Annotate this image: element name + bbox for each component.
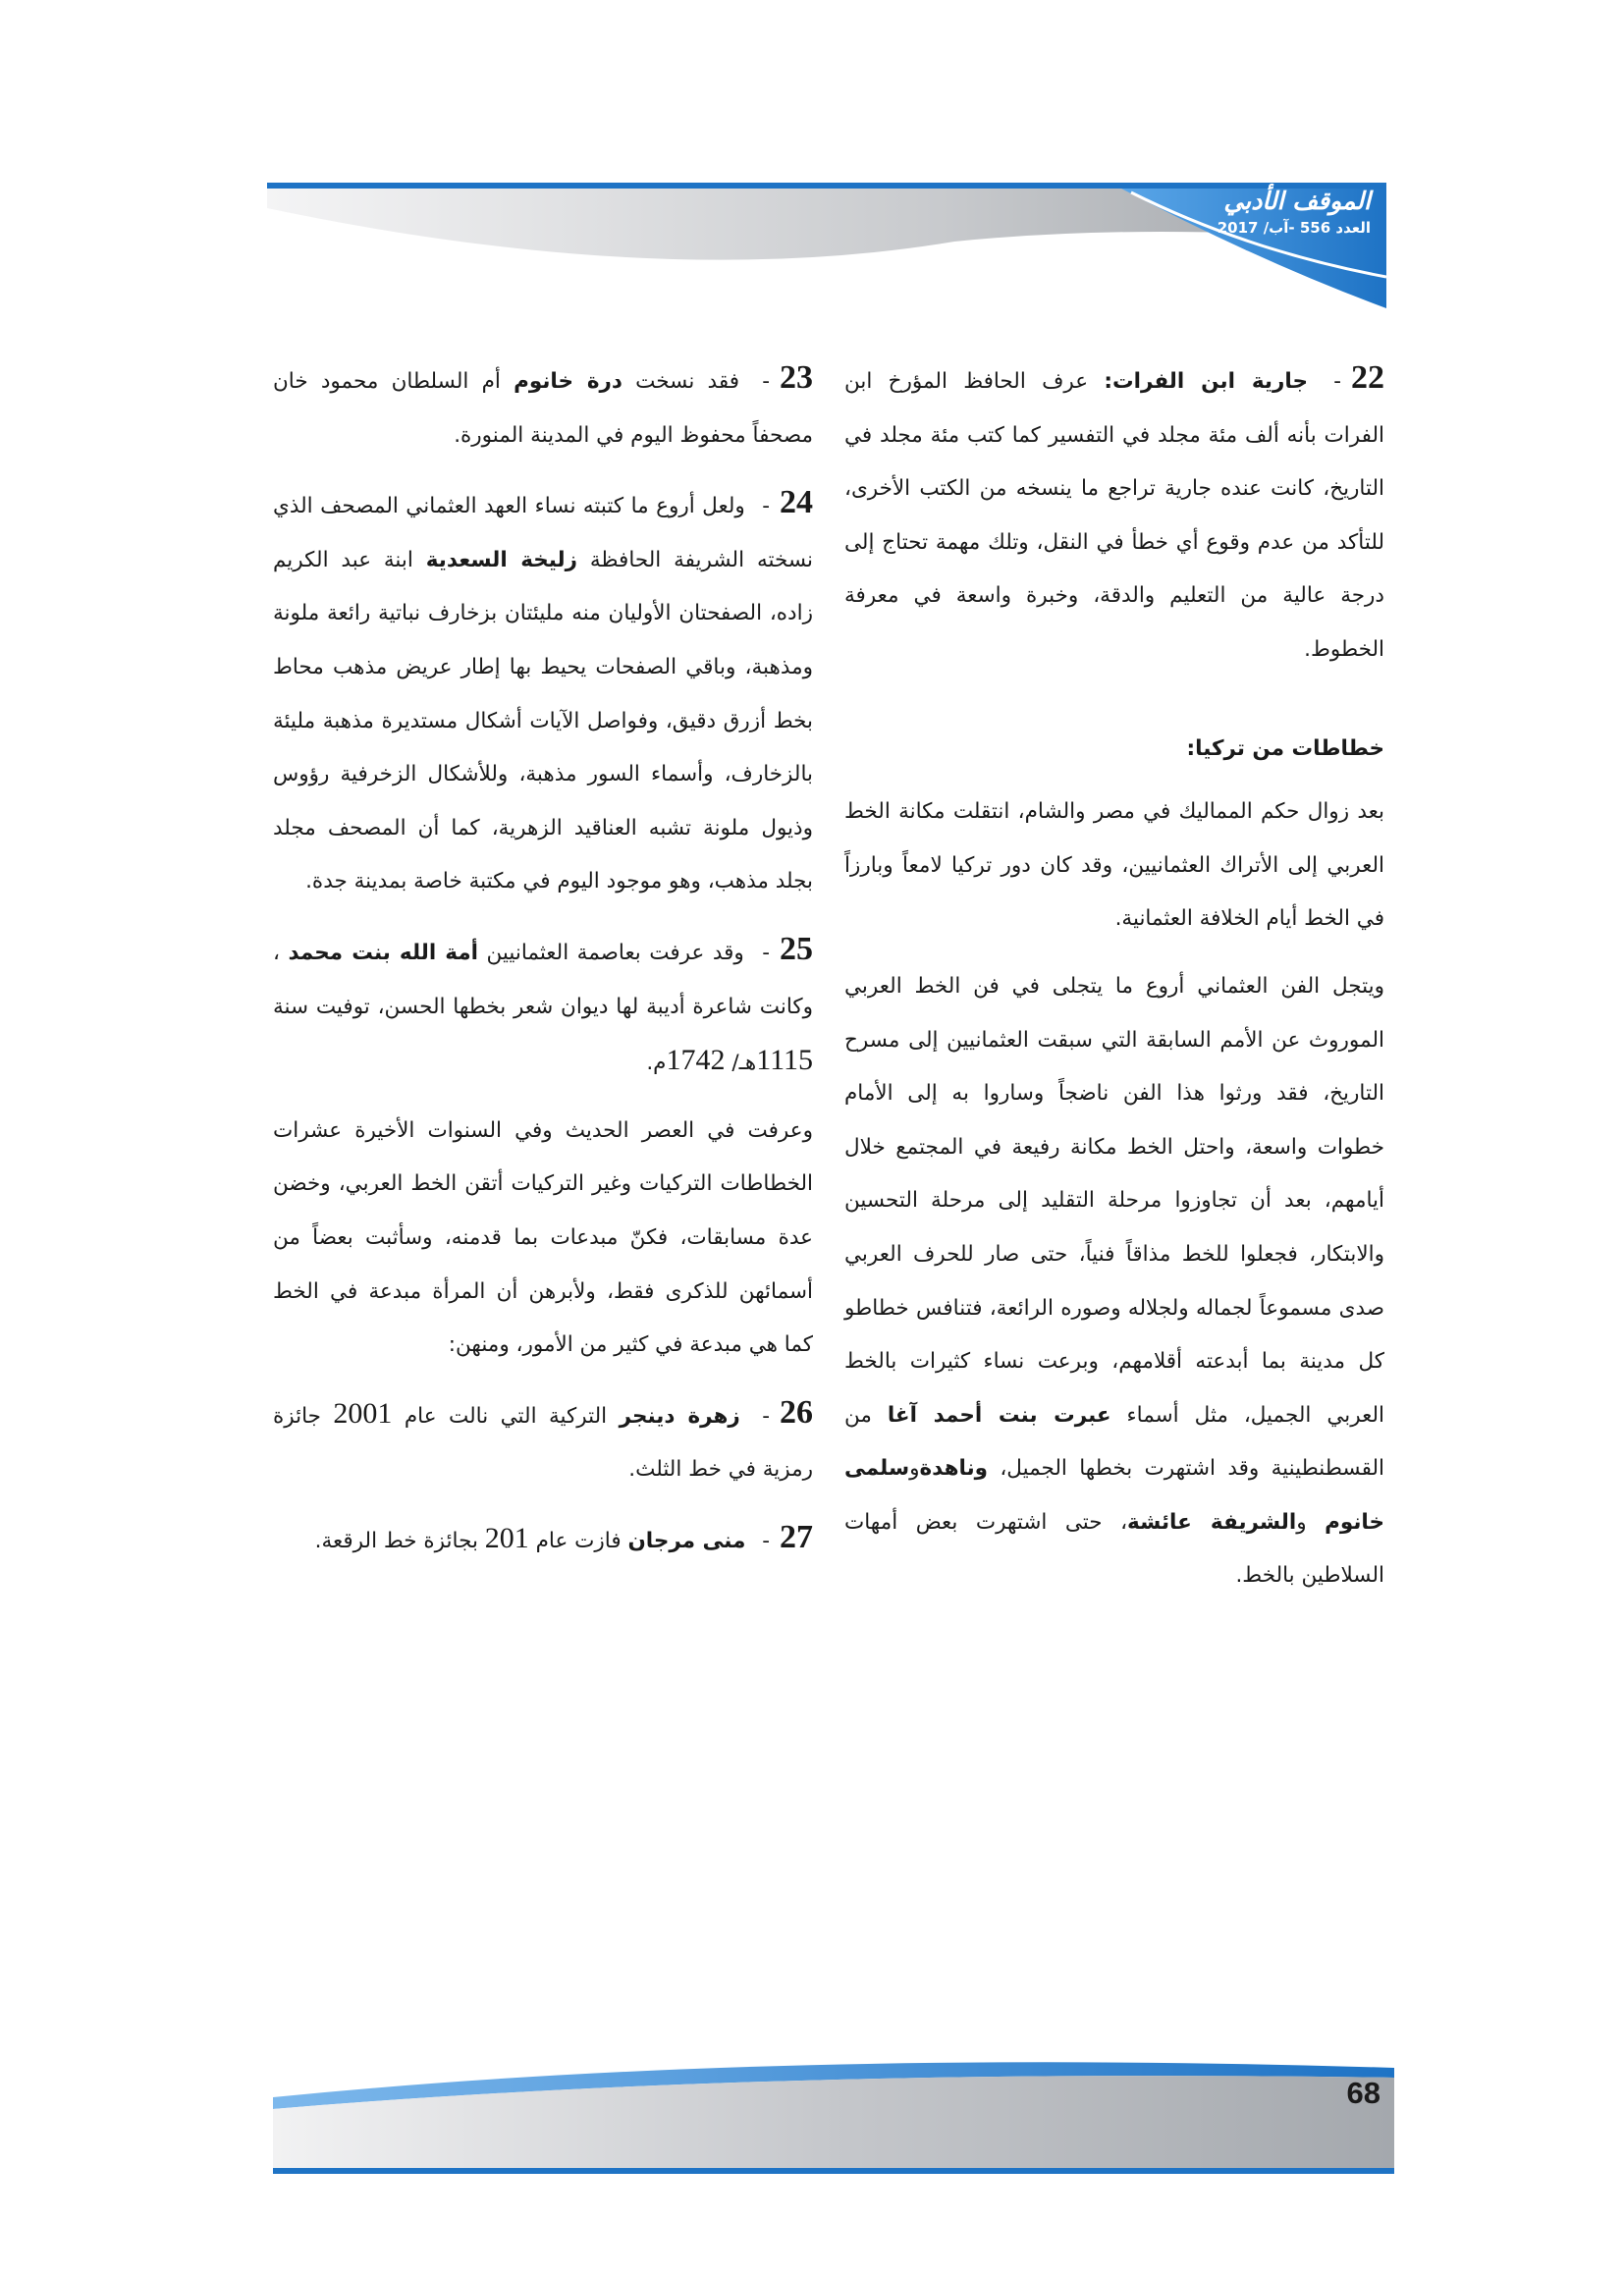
highlighted-name: درة خانوم	[514, 369, 623, 394]
item-number: 27	[780, 1518, 813, 1555]
item-27: 27- منى مرجان فازت عام 201 بجائزة خط الرقعة.	[314, 1518, 813, 1555]
page-number: 68	[1346, 2076, 1380, 2110]
left-column	[273, 352, 813, 1582]
item-number: 24	[779, 484, 813, 521]
highlighted-name: الشريفة عائشة	[1127, 1509, 1297, 1535]
masthead	[1218, 187, 1371, 237]
item-number: 22	[1350, 359, 1384, 396]
highlighted-name: عبرت بنت أحمد آغا	[887, 1402, 1111, 1428]
issue-info: العدد 556 -آب/ 2017	[1217, 219, 1371, 237]
item-number: 26	[780, 1393, 814, 1431]
paragraph: بعد زوال حكم المماليك في مصر والشام، انتقلت مكانة الخط العربي إلى الأتراك العثمانيين، وقد كان دور تركيا لامعاً وبارزاً في الخط أيام الخلافة العثمانية.	[844, 799, 1384, 932]
paragraph: وعرفت في العصر الحديث وفي السنوات الأخيرة عشرات الخطاطات التركيات وغير التركيات أتقن الخط العربي، وخضن عدة مسابقات، فكنّ مبدعات بما قدمنه، وسأثبت بعضاً من أسمائهن للذكرى فقط، ولأبرهن أن المرأة مبدعة في الخط كما هي مبدعة في كثير من الأمور، ومنهن:	[273, 1117, 813, 1358]
item-26: 26- زهرة دينجر التركية التي نالت عام 2001 جائزة رمزية في خط الثلث.	[273, 1393, 814, 1483]
magazine-logo: الموقف الأدبي	[1223, 187, 1371, 215]
item-23: 23- فقد نسخت درة خانوم أم السلطان محمود خان مصحفاً محفوظ اليوم في المدينة المنورة.	[273, 359, 813, 448]
right-column	[844, 352, 1384, 1617]
highlighted-name: سلمى خانوم	[844, 1456, 1385, 1535]
page-footer	[273, 2058, 1394, 2176]
item-title: جارية ابن الفرات:	[1104, 369, 1308, 394]
highlighted-name: وناهدة	[919, 1456, 989, 1482]
page-header	[267, 183, 1386, 312]
highlighted-name: زليخة السعدية	[425, 547, 577, 572]
item-22: 22- جارية ابن الفرات: عرف الحافظ المؤرخ ابن الفرات بأنه ألف مئة مجلد في التفسير كما كتب مئة مجلد في التاريخ، كانت عنده جارية تراجع ما ينسخه من الكتب الأخرى، للتأكد من عدم وقوع أي خطأ في النقل، وتلك مهمة تحتاج إلى درجة عالية من التعليم والدقة، وخبرة واسعة في معرفة الخطوط.	[844, 359, 1384, 662]
item-number: 23	[779, 359, 813, 396]
highlighted-name: منى مرجان	[627, 1528, 746, 1553]
highlighted-name: أمة الله بنت محمد	[288, 940, 479, 965]
item-24: 24- ولعل أروع ما كتبته نساء العهد العثماني المصحف الذي نسخته الشريفة الحافظة زليخة السعدية ابنة عبد الكريم زاده، الصفحتان الأوليان منه مليئتان بزخارف نباتية رائعة ملونة ومذهبة، وباقي الصفحات يحيط بها إطار عريض مذهب محاط بخط أزرق دقيق، وفواصل الآيات أشكال مستديرة مذهبة مليئة بالزخارف، وأسماء السور مذهبة، وللأشكال الزخرفية رؤوس وذيول ملونة تشبه العناقيد الزهرية، كما أن المصحف مجلد بجلد مذهب، وهو موجود اليوم في مكتبة خاصة بمدينة جدة.	[273, 484, 814, 894]
highlighted-name: زهرة دينجر	[619, 1403, 740, 1429]
item-text: عرف الحافظ المؤرخ ابن الفرات بأنه ألف مئة مجلد في التفسير كما كتب مئة مجلد في التاريخ، كانت عنده جارية تراجع ما ينسخه من الكتب الأخرى، للتأكد من عدم وقوع أي خطأ في النقل، وتلك مهمة تحتاج إلى درجة عالية من التعليم والدقة، وخبرة واسعة في معرفة الخطوط.	[844, 369, 1384, 662]
section-heading: خطاطات من تركيا:	[1186, 735, 1384, 761]
item-25: 25- وقد عرفت بعاصمة العثمانيين أمة الله بنت محمد ، وكانت شاعرة أديبة لها ديوان شعر بخطها الحسن، توفيت سنة 1115هـ/ 1742م.	[273, 930, 814, 1077]
item-number: 25	[780, 930, 814, 967]
paragraph: ويتجل الفن العثماني أروع ما يتجلى في فن الخط العربي الموروث عن الأمم السابقة التي سبقت العثمانيين إلى مسرح التاريخ، فقد ورثوا هذا الفن ناضجاً وساروا به إلى الأمام خطوات واسعة، واحتل الخط مكانة رفيعة في المجتمع خلال أيامهم، بعد أن تجاوزوا مرحلة التقليد إلى مرحلة التحسين والابتكار، فجعلوا للخط مذاقاً فنياً، حتى صار للحرف العربي صدى مسموعاً لجماله ولجلاله وصوره الرائعة، فتنافس خطاطو كل مدينة بما أبدعته أقلامهم، وبرعت نساء كثيرات بالخط العربي الجميل، مثل أسماء عبرت بنت أحمد آغا من القسطنطينية وقد اشتهرت بخطها الجميل، وناهدةوسلمى خانوم والشريفة عائشة، حتى اشتهرت بعض أمهات السلاطين بالخط.	[844, 973, 1385, 1589]
footer-banner-graphic	[273, 2058, 1394, 2176]
